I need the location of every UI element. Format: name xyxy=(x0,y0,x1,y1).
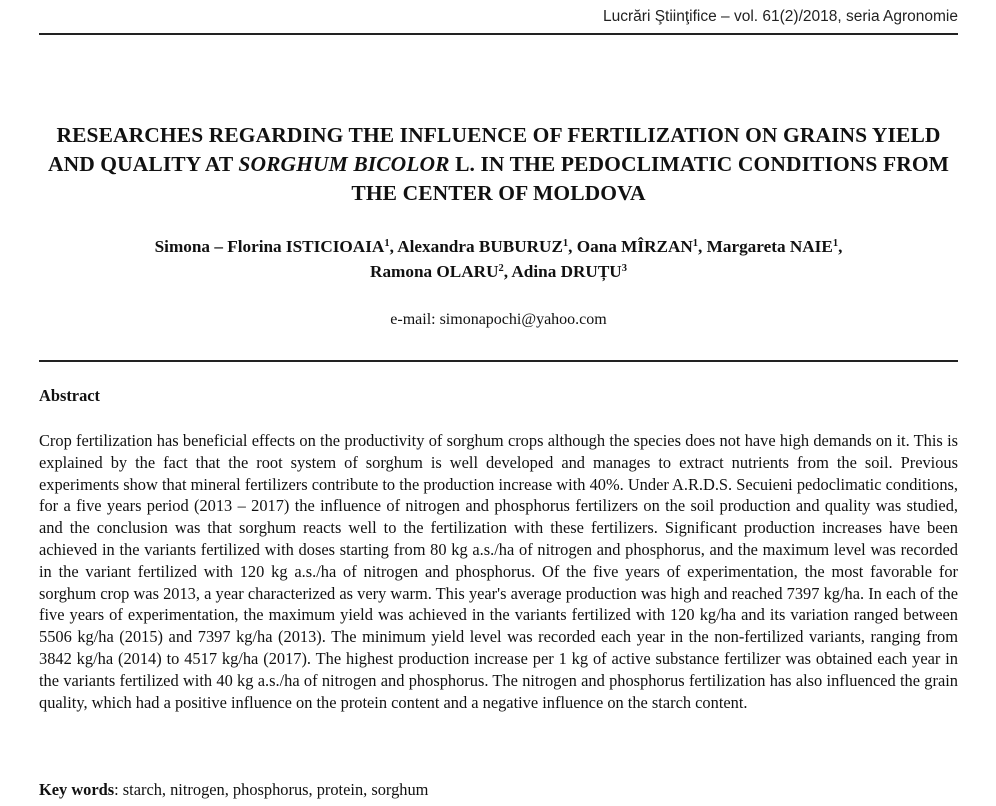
author: Margareta NAIE$^1$ xyxy=(706,237,839,256)
header-rule xyxy=(39,33,958,35)
abstract-heading: Abstract xyxy=(39,386,100,405)
author: Oana MÎRZAN$^1$ xyxy=(576,237,699,256)
keywords-text: starch, nitrogen, phosphorus, protein, sorghum xyxy=(122,780,429,799)
abstract-text: Crop fertilization has beneficial effects on the productivity of sorghum crops although the species does not have high demands on it. This is explained by the fact that the root system of sorghum is well developed and manages to extract nutrients from the soil. Previous experiments show that mineral fertilizers contribute to the production increase with 40%. Under A.R.D.S. Secuieni pedoclimatic conditions, for a five years period (2013 – 2017) the influence of nitrogen and phosphorus fertilizers on the soil production and quality was studied, and the conclusion was that sorghum reacts well to the fertilization with these fertilizers. Significant production increases have been achieved in the variants fertilized with doses starting from 80 kg a.s./ha of nitrogen and phosphorus, and the maximum level was recorded in the variant fertilized with 120 kg a.s./ha of nitrogen and phosphorus. Of the five years of experimentation, the most favorable for sorghum crop was 2013, a year characterized as very warm. This year's average production was high and reached 7397 kg/ha. In each of the five years of experimentation, the maximum yield was achieved in the variants fertilized with 120 kg/ha and its variation ranged between 5506 kg/ha (2015) and 7397 kg/ha (2013). The minimum yield level was recorded each year in the non-fertilized variants, ranging from 3842 kg/ha (2014) to 4517 kg/ha (2017). The highest production increase per 1 kg of active substance fertilizer was obtained each year in the variants fertilized with 40 kg a.s./ha of nitrogen and phosphorus. The nitrogen and phosphorus fertilization has also influenced the grain quality, which had a positive influence on the protein content and a negative influence on the starch content. xyxy=(39,431,958,712)
contact-email: e-mail: simonapochi@yahoo.com xyxy=(390,311,607,328)
keywords-separator: : xyxy=(114,780,123,799)
title-species: SORGHUM BICOLOR xyxy=(238,152,450,176)
section-rule xyxy=(39,360,958,362)
title-part-2: L. IN THE PEDOCLIMATIC CONDITIONS FROM THE CENTER OF MOLDOVA xyxy=(351,152,950,205)
author: Alexandra BUBURUZ$^1$ xyxy=(397,237,569,256)
author: Simona – Florina ISTICIOAIA$^1$ xyxy=(154,237,390,256)
keywords-label: Key words xyxy=(39,780,115,799)
keywords-line xyxy=(39,780,428,800)
title-part-1: RESEARCHES REGARDING THE INFLUENCE OF FERTILIZATION ON GRAINS YIELD AND QUALITY AT xyxy=(47,123,941,176)
author: Ramona OLARU$^2$ xyxy=(370,262,504,281)
author-list: Simona – Florina ISTICIOAIA$^1$, Alexandra BUBURUZ$^1$, Oana MÎRZAN$^1$, Margareta NAIE$^1$, Ramona OLARU$^2$, Adina DRUȚU$^3$ xyxy=(154,237,843,281)
author: Adina DRUȚU$^3$ xyxy=(511,262,627,281)
running-header: Lucrări Ştiinţifice – vol. 61(2)/2018, seria Agronomie xyxy=(603,8,958,25)
paper-title xyxy=(39,121,958,208)
